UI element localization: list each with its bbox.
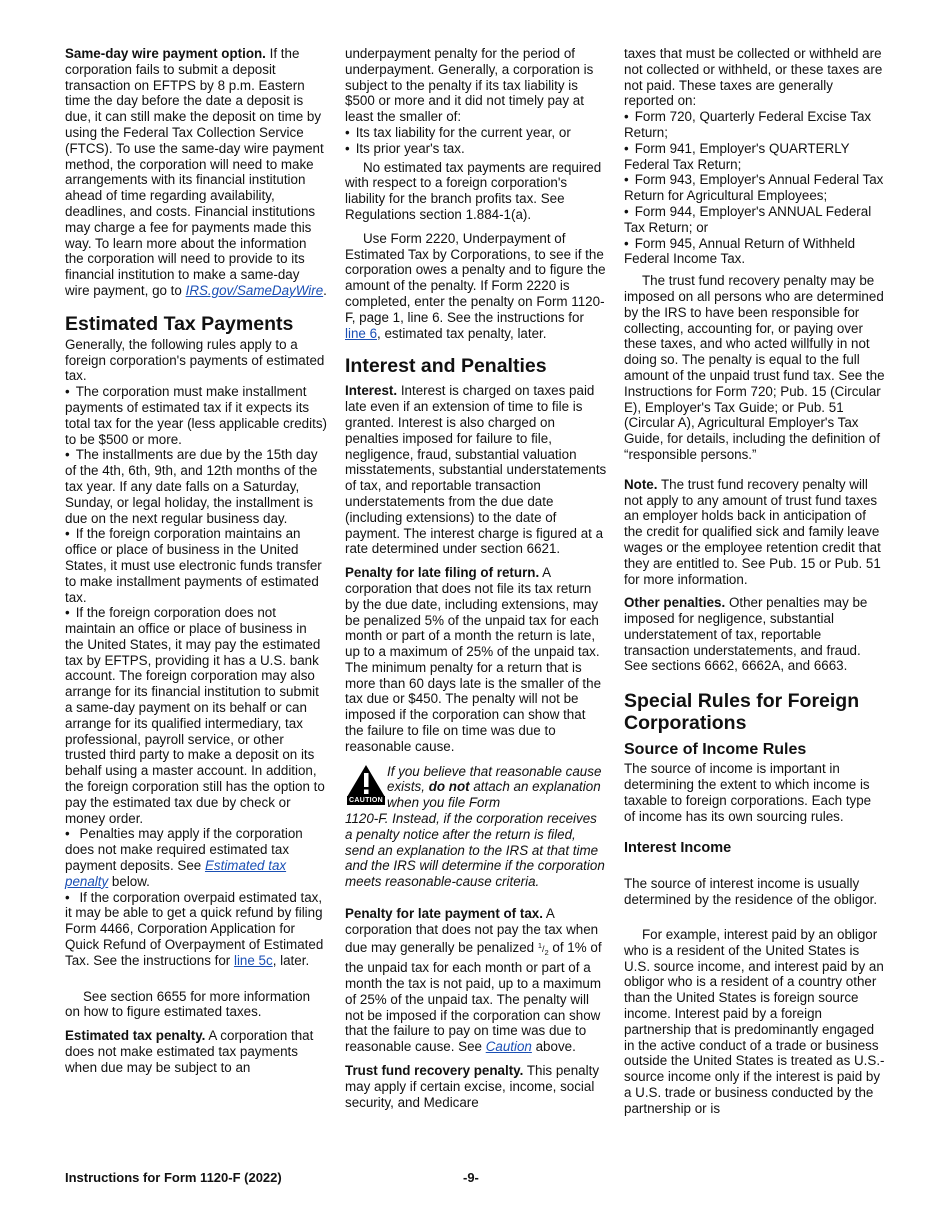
special-rules-heading: Special Rules for Foreign Corporations [624,690,860,735]
caution-do-not: do not [428,779,470,795]
interest-paragraph [345,383,607,557]
late-filing-paragraph [345,565,607,755]
note-label: Note. [624,476,658,492]
bullet-item: • The installments are due by the 15th day of the 4th, 6th, 9th, and 12th months of the tax year. If any date falls on a Saturday, Sunday, or legal holiday, the installment is due on the next regular business day. [65,447,327,526]
late-payment-text: of 1% of the unpaid tax for each month or part of a month the tax is not paid, up to a maximum of 25% of the unpaid tax. The penalty will not be imposed if the corporation can show that the failure to pay on time was due to reasonable cause. See [345,939,602,1055]
bullet-item: • The corporation must make installment payments of estimated tax if it expects its total tax for the year (less applicable credits) to be $500 or more. [65,384,327,447]
column-2 [345,46,607,1110]
column-3 [624,46,886,1117]
caution-box [345,764,607,811]
form-item: • Form 944, Employer's ANNUAL Federal Tax Return; or [624,204,886,236]
bullet-item: • If the foreign corporation maintains an office or place of business in the United States, it must use electronic funds transfer to make installment payments of estimated tax. [65,526,327,605]
bullet-item: • If the foreign corporation does not maintain an office or place of business in the United States, it may pay the estimated tax by EFTPS, providing it has a U.S. bank account. The foreign corporation may also arrange for its financial institution to submit a same-day payment on its behalf or can arrange for its qualified intermediary, tax professional, payroll service, or other trusted third party to make a deposit on its behalf using a master account. In addition, the foreign corporation still has the option to pay the estimated tax due by check or money order. [65,605,327,826]
interest-label: Interest. [345,383,398,399]
other-penalties-paragraph [624,595,886,674]
wire-end: . [323,282,327,298]
trust-fund-text: This penalty may apply if certain excise, income, social security, and Medicare [345,1063,600,1110]
samedaywire-link[interactable]: IRS.gov/SameDayWire [185,282,324,298]
late-filing-label: Penalty for late filing of return. [345,565,540,581]
footer-form-title: Instructions for Form 1120-F (2022) [65,1170,282,1185]
bullet-item: • Its tax liability for the current year, or [345,125,607,141]
note-paragraph [624,477,886,588]
bullet-item [65,826,327,889]
interest-text: Interest is charged on taxes paid late even if an extension of time to file is granted. Interest is also charged on penalties imposed for failure to file, negligence, fraud, substantial valuation misstatements, substantial understatements of tax, and reportable transaction understatements from the due date (including extensions) to the date of payment. The interest charge is figured at a rate determined under section 6621. [345,383,607,557]
line-6-link[interactable]: line 6 [345,325,378,341]
page-number: -9- [463,1170,479,1185]
bullet-text: Penalties may apply if the corporation does not make required estimated tax payment deposits. See [65,826,303,874]
fraction-numerator: 1 [537,940,542,950]
example-paragraph: For example, interest paid by an obligor who is a resident of the United States is U.S. source income, and interest paid by an obligor who is a resident of a country other than the United States is foreign source income. Interest paid by a foreign partnership that is predominantly engaged in the active conduct of a trade or business outside the United States is treated as U.S.-source income only if the interest is paid by a U.S. trade or business conducted by the partnership or is [624,927,885,1116]
trust-fund-label: Trust fund recovery penalty. [345,1063,524,1079]
interest-income-text: The source of interest income is usually determined by the residence of the obligor. [624,876,878,908]
late-filing-text: A corporation that does not file its tax return by the due date, including extensions, may be penalized 5% of the unpaid tax for each month or part of a month the return is late, up to a maximum of 25% of the unpaid tax. The minimum penalty for a return that is more than 60 days late is the smaller of the tax due or $450. The penalty will not be imposed if the corporation can show that the failure to file on time was due to reasonable cause. [345,565,602,754]
late-payment-paragraph: Penalty for late payment of tax. A corporation that does not pay the tax when due may generally be penalized $^1/_2$ of 1% of the unpaid tax for each month or part of a month the tax is not paid, up to a maximum of 25% of the unpaid tax. The penalty will not be imposed if the corporation can show that the failure to pay on time was due to reasonable cause. See Caution above. [345,906,602,1055]
underpayment-paragraph: underpayment penalty for the period of underpayment. Generally, a corporation is subject to the penalty if its tax liability is $500 or more and it did not timely pay at least the smaller of: [345,46,594,125]
warning-triangle-icon [346,764,386,797]
estimated-tax-penalty-link[interactable]: Estimated tax penalty [65,858,287,889]
caution-icon [345,764,387,811]
form-2220-paragraph [345,231,607,342]
wire-text: If the corporation fails to submit a deposit transaction on EFTPS by 8 p.m. Eastern time the day before the date a deposit is due, it can still make the deposit on time by using the Federal Tax Collection Service (FTCS). To use the same-day wire payment method, the corporation will need to make arrangements with its financial institution ahead of time regarding availability, deadlines, and costs. Financial institutions may charge a fee for payments made this way. To learn more about the information the corporation will need to provide to its financial institution to make a same-day wire payment, go to [65,46,324,298]
other-penalties-text: Other penalties may be imposed for negligence, substantial understatement of tax, reportable transaction understatements, and fraud. See sections 6662, 6662A, and 6663. [624,595,868,674]
form-item: • Form 941, Employer's QUARTERLY Federal Tax Return; [624,141,886,173]
form-2220-text: Use Form 2220, Underpayment of Estimated Tax by Corporations, to see if the corporation owes a penalty and to figure the amount of the penalty. If Form 2220 is completed, enter the penalty on Form 1120-F, page 1, line 6. See the instructions for [345,230,606,325]
bullet-item [65,890,327,969]
etp-label: Estimated tax penalty. [65,1028,206,1044]
trust-fund-paragraph [345,1063,607,1110]
late-payment-text: A corporation that does not pay the tax when due may generally be penalized [345,906,599,955]
etp-text: A corporation that does not make estimated tax payments when due may be subject to an [65,1028,314,1075]
caution-link[interactable]: Caution [485,1039,532,1055]
wire-paragraph [65,46,327,299]
source-income-heading: Source of Income Rules [624,741,807,759]
caution-text [387,764,607,811]
bullet-text: If the corporation overpaid estimated tax, it may be able to get a quick refund by filing Form 4466, Corporation Application for Quick Refund of Overpayment of Estimated Tax. See the instructions for [65,889,324,968]
est-intro: Generally, the following rules apply to a foreign corporation's payments of estimated tax. [65,336,325,384]
wire-label: Same-day wire payment option. [65,46,266,61]
see-6655: See section 6655 for more information on how to figure estimated taxes. [65,988,311,1020]
source-income-text: The source of income is important in determining the extent to which income is taxable to foreign corporations. Each type of income has its own sourcing rules. [624,761,872,824]
form-2220-text: , estimated tax penalty, later. [377,325,547,341]
caution-continued: 1120-F. Instead, if the corporation receives a penalty notice after the return is filed, send an explanation to the IRS at that time and the IRS will determine if the corporation meets reasonable-cause criteria. [345,811,605,890]
late-payment-text: above. [535,1039,576,1055]
bullet-item: • Its prior year's tax. [345,141,607,157]
form-item: • Form 720, Quarterly Federal Excise Tax Return; [624,109,886,141]
caution-text-a: If you believe that reasonable cause exists, [387,763,602,795]
other-penalties-label: Other penalties. [624,595,726,611]
no-estimated-paragraph: No estimated tax payments are required with respect to a foreign corporation's liability for the branch profits tax. See Regulations section 1.884-1(a). [345,159,602,222]
form-item: • Form 943, Employer's Annual Federal Tax Return for Agricultural Employees; [624,172,886,204]
trust-fund-detail: The trust fund recovery penalty may be imposed on all persons who are determined by the IRS to have been responsible for collecting, accounting for, or paying over these taxes, and who acted willfully in not doing so. The penalty is equal to the full amount of the unpaid trust fund tax. See the Instructions for Form 720; Pub. 15 (Circular E), Employer's Tax Guide; or Pub. 51 (Circular A), Agricultural Employer's Tax Guide, for details, including the definition of “responsible persons.” [624,273,885,462]
fraction-denominator: 2 [544,947,549,957]
interest-income-heading: Interest Income [624,840,732,857]
line-5c-link[interactable]: line 5c [233,952,273,968]
form-item: • Form 945, Annual Return of Withheld Federal Income Tax. [624,236,886,268]
bullet-text: , later. [272,952,310,968]
column-1 [65,46,327,1076]
taxes-paragraph: taxes that must be collected or withheld are not collected or withheld, or these taxes are not paid. These taxes are generally reported on: [624,46,883,109]
caution-label: CAUTION [349,796,383,804]
bullet-text: below. [111,873,150,889]
estimated-tax-heading: Estimated Tax Payments [65,312,294,335]
interest-penalties-heading: Interest and Penalties [345,355,547,378]
note-text: The trust fund recovery penalty will not apply to any amount of trust fund taxes an employer holds back in anticipation of the credit for qualified sick and family leave wages or the employee retention credit that they are entitled to. See Pub. 15 or Pub. 51 for more information. [624,476,881,587]
caution-text-b: attach an explanation when you file Form [387,779,601,811]
late-payment-label: Penalty for late payment of tax. [345,906,543,922]
etp-paragraph [65,1028,327,1075]
